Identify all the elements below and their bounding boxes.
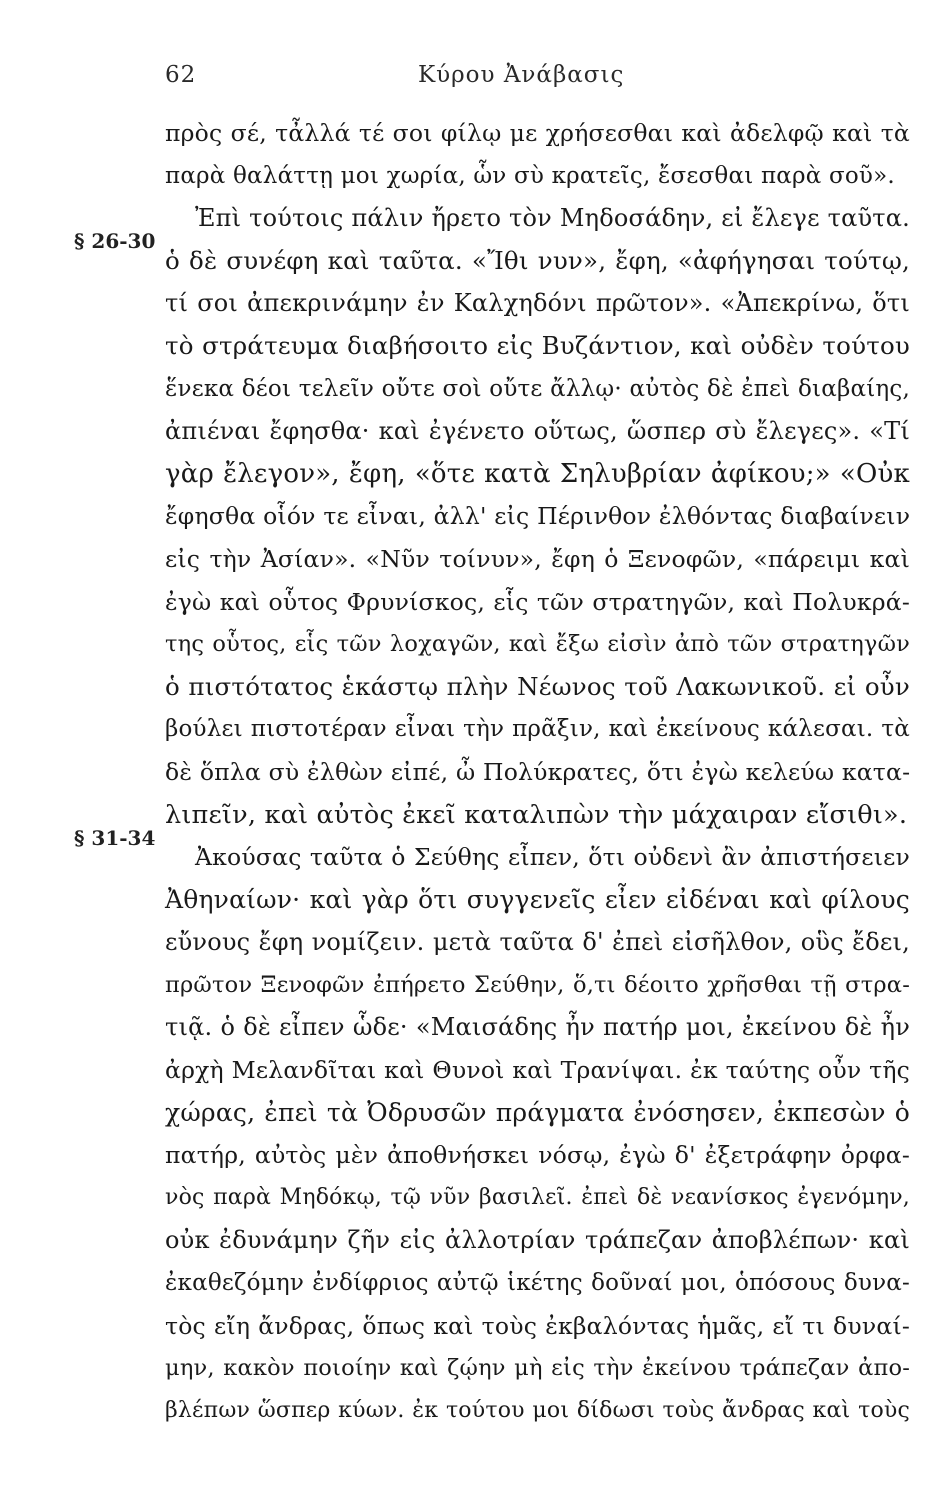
text-line: βλέπων ὥσπερ κύων. ἐκ τούτου μοι δίδωσι τοὺς ἄνδρας καὶ τοὺς — [165, 1397, 910, 1423]
text-line: τὸ στράτευμα διαβήσοιτο εἰς Βυζάντιον, καὶ οὐδὲν τούτου — [165, 330, 910, 360]
text-line: Ἀκούσας ταῦτα ὁ Σεύθης εἶπεν, ὅτι οὐδενὶ ἂν ἀπιστήσειεν — [195, 843, 910, 872]
text-line: Ἀθηναίων· καὶ γὰρ ὅτι συγγενεῖς εἶεν εἰδέναι καὶ φίλους — [165, 884, 910, 914]
text-line: χώρας, ἐπεὶ τὰ Ὀδρυσῶν πράγματα ἐνόσησεν, ἐκπεσὼν ὁ — [165, 1097, 910, 1127]
text-line: ὁ δὲ συνέφη καὶ ταῦτα. «Ἴθι νυν», ἔφη, «ἀφήγησαι τούτῳ, — [165, 245, 910, 275]
text-line: δὲ ὅπλα σὺ ἐλθὼν εἰπέ, ὦ Πολύκρατες, ὅτι ἐγὼ κελεύω κατα- — [165, 757, 911, 786]
text-line: τί σοι ἀπεκρινάμην ἐν Καλχηδόνι πρῶτον». «Ἀπεκρίνω, ὅτι — [165, 289, 910, 318]
text-line: λιπεῖν, καὶ αὐτὸς ἐκεῖ καταλιπὼν τὴν μάχαιραν εἴσιθι». — [165, 799, 908, 830]
text-line: πατήρ, αὐτὸς μὲν ἀποθνήσκει νόσῳ, ἐγὼ δ' ἐξετράφην ὀρφα- — [165, 1141, 910, 1170]
text-line: οὐκ ἐδυνάμην ζῆν εἰς ἀλλοτρίαν τράπεζαν ἀποβλέπων· καὶ — [165, 1226, 910, 1255]
text-line: πρῶτον Ξενοφῶν ἐπήρετο Σεύθην, ὅ,τι δέοιτο χρῆσθαι τῇ στρα- — [165, 971, 910, 998]
text-line: πρὸς σέ, τἆλλά τέ σοι φίλῳ με χρήσεσθαι καὶ ἀδελφῷ καὶ τὰ — [165, 119, 910, 147]
text-line: εὔνους ἔφη νομίζειν. μετὰ ταῦτα δ' ἐπεὶ εἰσῆλθον, οὓς ἔδει, — [165, 928, 910, 957]
body-text — [165, 112, 910, 1432]
text-line: γὰρ ἔλεγον», ἔφη, «ὅτε κατὰ Σηλυβρίαν ἀφίκου;» «Οὐκ — [165, 458, 910, 489]
section-marker-31-34: § 31-34 — [74, 826, 156, 850]
text-line: της οὗτος, εἷς τῶν λοχαγῶν, καὶ ἔξω εἰσὶν ἀπὸ τῶν στρατηγῶν — [165, 631, 910, 658]
text-line: παρὰ θαλάττῃ μοι χωρία, ὧν σὺ κρατεῖς, ἔσεσθαι παρὰ σοῦ». — [165, 162, 895, 189]
text-line: νὸς παρὰ Μηδόκῳ, τῷ νῦν βασιλεῖ. ἐπεὶ δὲ νεανίσκος ἐγενόμην, — [165, 1184, 910, 1210]
section-marker-26-30: § 26-30 — [74, 229, 156, 253]
text-line: ἐγὼ καὶ οὗτος Φρυνίσκος, εἷς τῶν στρατηγῶν, καὶ Πολυκρά- — [165, 587, 910, 616]
text-line: τὸς εἴη ἄνδρας, ὅπως καὶ τοὺς ἐκβαλόντας ἡμᾶς, εἴ τι δυναί- — [165, 1311, 910, 1340]
text-line: ἕνεκα δέοι τελεῖν οὔτε σοὶ οὔτε ἄλλῳ· αὐτὸς δὲ ἐπεὶ διαβαίης, — [165, 375, 910, 402]
text-line: βούλει πιστοτέραν εἶναι τὴν πρᾶξιν, καὶ ἐκείνους κάλεσαι. τὰ — [165, 716, 910, 743]
running-head: Κύρου Ἀνάβασις — [418, 62, 625, 88]
text-line: ἀρχὴ Μελανδῖται καὶ Θυνοὶ καὶ Τρανίψαι. ἐκ ταύτης οὖν τῆς — [165, 1056, 910, 1085]
text-line: ἔφησθα οἷόν τε εἶναι, ἀλλ' εἰς Πέρινθον ἐλθόντας διαβαίνειν — [165, 502, 911, 531]
text-line: ἀπιέναι ἔφησθα· καὶ ἐγένετο οὕτως, ὥσπερ σὺ ἔλεγες». «Τί — [165, 417, 910, 446]
text-line: μην, κακὸν ποιοίην καὶ ζῴην μὴ εἰς τὴν ἐκείνου τράπεζαν ἀπο- — [165, 1355, 910, 1382]
text-line: τιᾷ. ὁ δὲ εἶπεν ὧδε· «Μαισάδης ἦν πατήρ μοι, ἐκείνου δὲ ἦν — [165, 1013, 910, 1042]
text-line: εἰς τὴν Ἀσίαν». «Νῦν τοίνυν», ἔφη ὁ Ξενοφῶν, «πάρειμι καὶ — [165, 544, 910, 573]
page-number: 62 — [165, 62, 197, 88]
text-line: ὁ πιστότατος ἑκάστῳ πλὴν Νέωνος τοῦ Λακωνικοῦ. εἰ οὖν — [165, 671, 910, 701]
text-line: ἐκαθεζόμην ἐνδίφριος αὐτῷ ἱκέτης δοῦναί μοι, ὁπόσους δυνα- — [165, 1270, 910, 1297]
text-line: Ἐπὶ τούτοις πάλιν ἤρετο τὸν Μηδοσάδην, εἰ ἔλεγε ταῦτα. — [195, 204, 910, 233]
